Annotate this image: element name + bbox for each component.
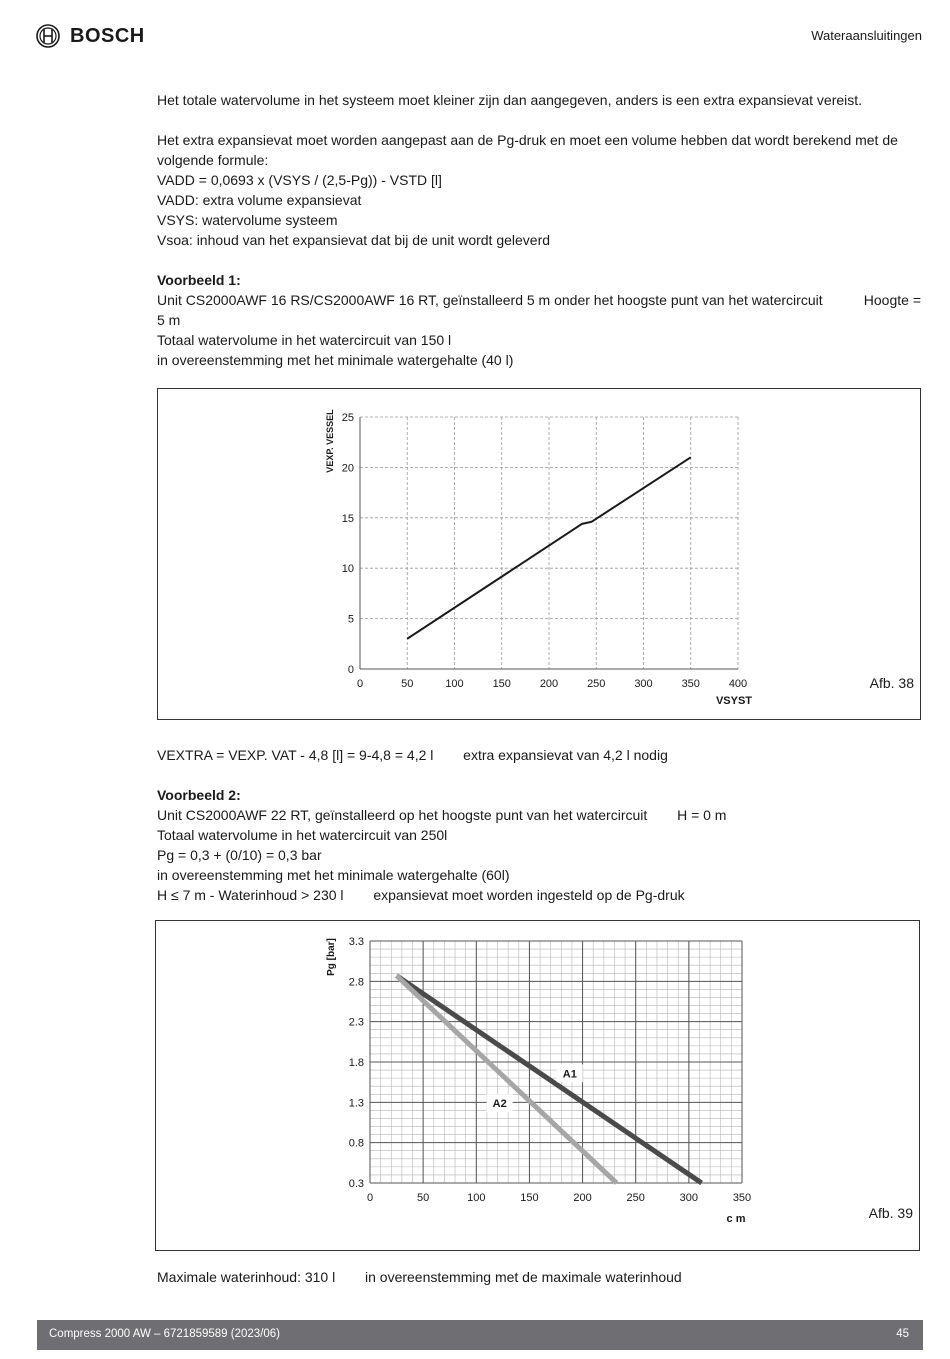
chart1-x-tick-label: 50 [401,678,414,690]
chart2-x-tick-label: 250 [626,1192,645,1204]
chart2-annotation-a2: A2 [492,1098,507,1111]
bosch-logo [36,24,145,48]
chart1-y-tick-label: 10 [341,563,354,576]
example-2-condition-text: expansievat moet worden ingesteld op de Pg-druk [373,887,685,903]
chart1-y-tick-label: 5 [347,613,354,626]
chart1-x-tick-label: 200 [539,678,559,690]
figure-38-box [157,388,921,720]
chart2-x-tick-label: 0 [366,1192,374,1204]
footer-document-id: Compress 2000 AW – 6721859589 (2023/06) [49,1328,281,1340]
chart1-x-tick-label: 0 [356,678,364,690]
example-2-result-text: in overeenstemming met de maximale waterinhoud [365,1269,682,1285]
definition-vadd: VADD: extra volume expansievat [157,192,362,208]
chart-expansion-vessel [158,389,920,719]
chart2-y-tick-label: 0.8 [348,1137,364,1150]
chart2-x-tick-label: 150 [520,1192,539,1204]
chart2-series-line-a2 [397,976,617,1183]
example-2-line-1 [157,805,921,825]
figure-38-label: Afb. 38 [869,675,914,691]
example-2-condition: H ≤ 7 m - Waterinhoud > 230 l [157,887,344,903]
example-1-height-value: 5 m [157,312,181,328]
chart2-x-tick-label: 200 [573,1192,592,1204]
chart2-y-tick-label: 1.8 [348,1057,364,1069]
example-1-line-2: Totaal watervolume in het watercircuit van 150 l [157,332,452,348]
example-2-result-line [157,1267,921,1287]
example-2-result-max: Maximale waterinhoud: 310 l [157,1269,336,1285]
example-1-result-formula: VEXTRA = VEXP. VAT - 4,8 [l] = 9-4,8 = 4,2 l [157,747,434,763]
chart1-y-tick-label: 0 [347,664,354,676]
chart2-series-line-a1 [397,976,702,1183]
page-header [36,22,922,52]
example-2-height: H = 0 m [677,807,727,823]
example-2-line-2: Totaal watervolume in het watercircuit van 250l [157,827,448,843]
example-1 [157,270,921,370]
example-1-height-label: Hoogte = [863,292,921,308]
bosch-armature-icon [36,24,60,48]
intro-paragraph-1: Het totale watervolume in het systeem moet kleiner zijn dan aangegeven, anders is een extra expansievat vereist. [157,92,863,108]
chart1-y-tick-label: 15 [341,512,354,525]
chart1-y-axis-label: VEXP. VESSEL [325,409,335,473]
intro-text [157,90,921,250]
example-2-result [157,1267,921,1287]
example-2-unit: Unit CS2000AWF 22 RT, geïnstalleerd op het hoogste punt van het watercircuit [157,807,648,823]
chart2-x-tick-label: 300 [679,1192,699,1204]
figure-39-label: Afb. 39 [868,1205,913,1221]
brand-name: BOSCH [70,24,145,47]
chart1-x-tick-label: 150 [492,678,511,690]
definition-vsys: VSYS: watervolume systeem [157,212,338,228]
example-2-line-4: in overeenstemming met het minimale watergehalte (60l) [157,867,510,883]
chart1-x-tick-label: 250 [587,678,606,690]
chart1-y-tick-label: 25 [341,412,354,424]
example-2-line-3: Pg = 0,3 + (0/10) = 0,3 bar [157,847,322,863]
chart1-x-axis-label: VSYST [715,695,753,707]
chart2-y-tick-label: 3.3 [348,936,364,948]
chart1-x-tick-label: 100 [445,678,464,690]
figure-39-box [155,920,920,1251]
definition-vsoa: Vsoa: inhoud van het expansievat dat bij de unit wordt geleverd [157,232,551,248]
chart2-x-tick-label: 100 [467,1192,486,1204]
chart2-y-tick-label: 2.3 [348,1016,364,1029]
formula: VADD = 0,0693 x (VSYS / (2,5-Pg)) - VSTD [l] [157,172,442,188]
chart2-x-tick-label: 50 [417,1192,430,1204]
example-1-heading: Voorbeeld 1: [157,272,241,288]
chart2-x-tick-label: 350 [732,1192,752,1204]
example-1-result [157,745,921,765]
chart-pg-pressure [156,921,919,1250]
chart2-annotation-a1: A1 [562,1068,577,1081]
chart2-y-axis-label: Pg [bar] [326,938,337,976]
chart1-y-tick-label: 20 [341,462,354,475]
example-1-result-line [157,745,921,765]
example-2-line-5 [157,885,921,905]
chart1-x-tick-label: 300 [634,678,653,690]
example-1-unit: Unit CS2000AWF 16 RS/CS2000AWF 16 RT, geïnstalleerd 5 m onder het hoogste punt van het watercircuit [157,292,823,308]
chart2-y-tick-label: 1.3 [348,1097,364,1110]
example-1-result-text: extra expansievat van 4,2 l nodig [463,747,668,763]
intro-paragraph-2: Het extra expansievat moet worden aangepast aan de Pg-druk en moet een volume hebben dat wordt berekend met de volgende formule: [157,132,898,168]
chart2-x-axis-label: c m [726,1213,746,1225]
example-1-line-1 [157,290,921,310]
example-1-line-3: in overeenstemming met het minimale watergehalte (40 l) [157,352,514,368]
chart2-y-tick-label: 2.8 [348,976,364,989]
chart1-x-tick-label: 400 [728,678,748,690]
page-footer [37,1320,923,1350]
page-number: 45 [896,1328,909,1340]
chart2-y-tick-label: 0.3 [348,1178,364,1190]
section-title: Wateraansluitingen [811,28,922,43]
chart1-x-tick-label: 350 [681,678,700,690]
example-2-heading: Voorbeeld 2: [157,787,241,803]
example-2 [157,785,921,905]
